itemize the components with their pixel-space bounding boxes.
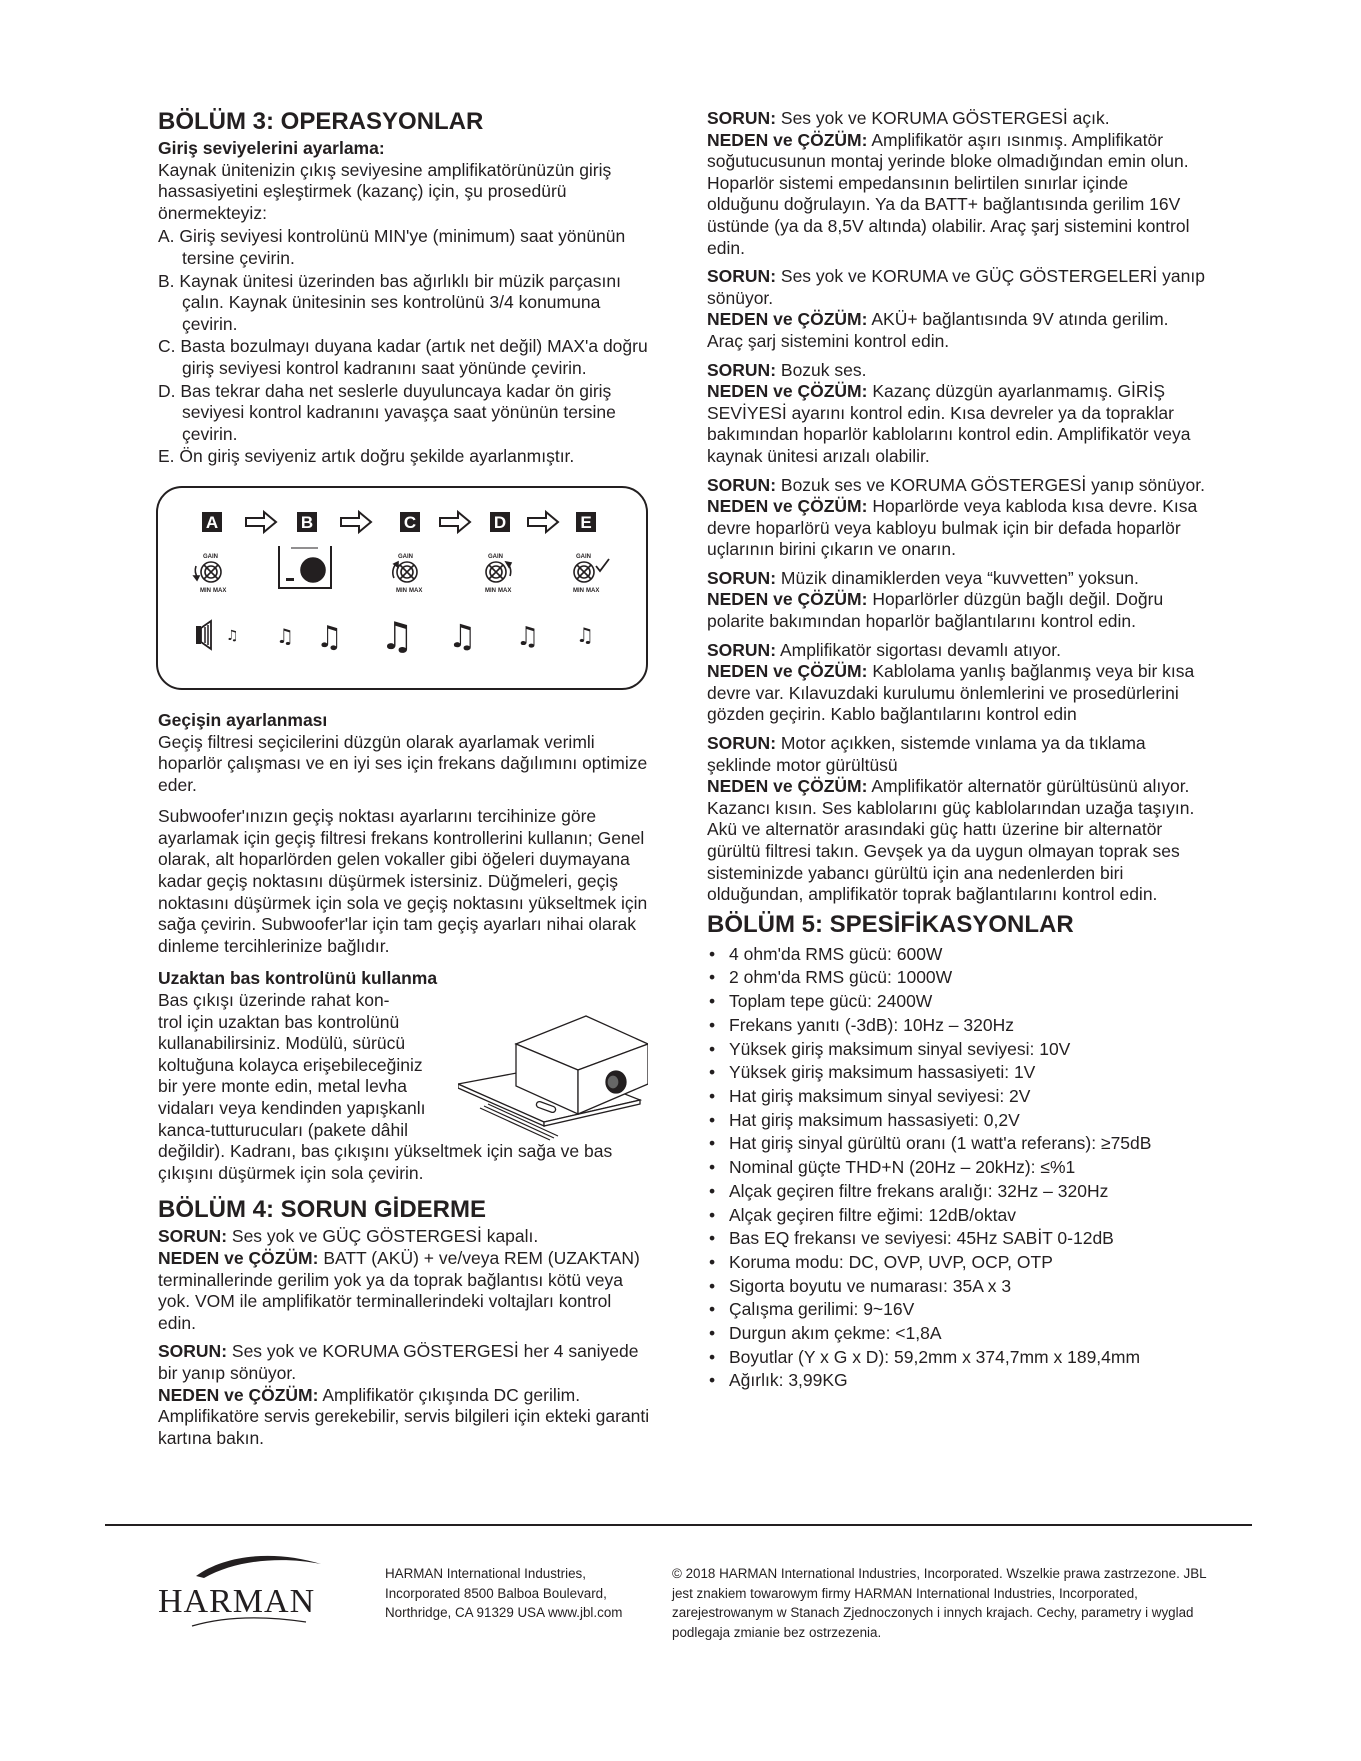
arrow-right-icon [246, 512, 276, 532]
spec-item: • Toplam tepe gücü: 2400W [707, 990, 1205, 1014]
large-note-icon: ♫ [380, 613, 415, 658]
svg-text:HARMAN: HARMAN [158, 1583, 316, 1620]
cause-label: NEDEN ve ÇÖZÜM: [707, 661, 868, 682]
gain-adjust-diagram [156, 486, 648, 690]
solution-text: Kazanç düzgün ayarlanmamış. GİRİŞ SEVİYESİ ayarını kontrol edin. Kısa devreler ya da topraklar bakımından hoparlör kablolarını kontrol edin. Amplifikatör veya kaynak ünitesi arızalı olabilir. [707, 381, 1191, 466]
remote-text-line: kullanabilirsiniz. Modülü, sürücü [158, 1033, 406, 1054]
remote-heading: Uzaktan bas kontrolünü kullanma [158, 968, 438, 989]
spec-item: • Alçak geçiren filtre eğimi: 12dB/oktav [707, 1204, 1205, 1228]
gain-knob-d-icon [485, 554, 511, 594]
remote-text-line: koltuğuna kolayca erişebileceğiniz [158, 1054, 423, 1075]
left-column [158, 108, 650, 1456]
gain-knob-a-icon [194, 554, 226, 594]
speaker-icon [196, 621, 211, 649]
remote-text-block [158, 990, 430, 1141]
cause-label: NEDEN ve ÇÖZÜM: [707, 589, 868, 610]
step-letter-d: D [493, 512, 507, 532]
problem-text: Müzik dinamiklerden veya “kuvvetten” yoksun. [780, 567, 1139, 588]
gain-knob-e-icon [573, 554, 609, 594]
svg-text:MIN: MIN [396, 587, 407, 594]
spec-item: • Çalışma gerilimi: 9~16V [707, 1298, 1205, 1322]
crossover-paragraph-1: Geçiş filtresi seçicilerini düzgün olarak ayarlamak verimli hoparlör çalışması ve en iyi ses için frekans dağılımını optimize eder. [158, 731, 648, 795]
problem-label: SORUN: [707, 474, 777, 495]
problem-label: SORUN: [707, 639, 777, 660]
problem-label: SORUN: [707, 733, 777, 754]
svg-text:GAIN: GAIN [398, 553, 413, 560]
svg-text:MIN: MIN [485, 587, 496, 594]
troubleshoot-item-6 [707, 475, 1205, 561]
cause-label: NEDEN ve ÇÖZÜM: [707, 496, 868, 517]
problem-label: SORUN: [158, 1226, 228, 1247]
troubleshoot-item-9 [707, 733, 1205, 906]
svg-text:MAX: MAX [213, 587, 227, 594]
step-letter-c: C [403, 512, 417, 532]
cause-label: NEDEN ve ÇÖZÜM: [158, 1247, 319, 1268]
step-letter-b: B [300, 512, 314, 532]
cause-label: NEDEN ve ÇÖZÜM: [707, 129, 868, 150]
small-note-icon: ♫ [226, 627, 239, 644]
input-levels-intro: Kaynak ünitenizin çıkış seviyesine amplifikatörünüzün giriş hassasiyetini eşleştirmek (kazanç) için, şu prosedürü önermekteyiz: [158, 159, 612, 223]
solution-text: Hoparlörler düzgün bağlı değil. Doğru polarite bakımından hoparlör bağlantılarını kontrol edin. [707, 589, 1164, 632]
gain-knob-c-icon [393, 554, 423, 594]
svg-text:MIN: MIN [200, 587, 211, 594]
svg-text:MAX: MAX [498, 587, 512, 594]
svg-text:MAX: MAX [586, 587, 600, 594]
solution-text: Kablolama yanlış bağlanmış veya bir kısa devre var. Kılavuzdaki kurulumu önlemlerini ve prosedürlerini gözden geçirin. Kablo bağlantılarını kontrol edin [707, 661, 1195, 725]
remote-text-line: kanca-tutturucuları (pakete dâhil [158, 1119, 408, 1140]
spec-item: • 4 ohm'da RMS gücü: 600W [707, 943, 1205, 967]
problem-text: Ses yok ve GÜÇ GÖSTERGESİ kapalı. [231, 1226, 539, 1247]
arrow-right-icon [440, 512, 470, 532]
footer-address: HARMAN International Industries, Incorporated 8500 Balboa Boulevard, Northridge, CA 91329 USA www.jbl.com [385, 1566, 623, 1620]
solution-text: Amplifikatör aşırı ısınmış. Amplifikatör soğutucusunun montaj yerinde bloke olmadığından emin olun. Hoparlör sistemi empedansının belirtilen sınırlar içinde olduğunu doğrulayın. Ya da BATT+ bağlantısında gerilim 16V üstünde (ya da 8,5V altında) olabilir. Araç şarj sistemini kontrol edin. [707, 129, 1190, 258]
remote-text-line: vidaları veya kendinden yapışkanlı [158, 1098, 426, 1118]
solution-text: BATT (AKÜ) + ve/veya REM (UZAKTAN) terminallerinde gerilim yok ya da toprak bağlantısı kötü veya yok. VOM ile amplifikatör terminallerindeki voltajları kontrol edin. [158, 1247, 640, 1333]
cause-label: NEDEN ve ÇÖZÜM: [707, 309, 868, 330]
spec-item: • Durgun akım çekme: <1,8A [707, 1322, 1205, 1346]
spec-item: • Boyutlar (Y x G x D): 59,2mm x 374,7mm x 189,4mm [707, 1346, 1205, 1370]
svg-text:MAX: MAX [409, 587, 423, 594]
gain-steps-list [158, 226, 650, 468]
troubleshoot-item-1 [158, 1226, 650, 1334]
arrow-right-icon [341, 512, 371, 532]
problem-text: Ses yok ve KORUMA GÖSTERGESİ açık. [780, 108, 1110, 128]
spec-list [707, 943, 1205, 1393]
cause-label: NEDEN ve ÇÖZÜM: [158, 1384, 319, 1405]
svg-text:GAIN: GAIN [488, 553, 503, 560]
problem-text: Bozuk ses. [780, 359, 867, 380]
spec-item: • Yüksek giriş maksimum sinyal seviyesi: 10V [707, 1038, 1205, 1062]
problem-label: SORUN: [707, 567, 777, 588]
harman-logo [156, 1546, 346, 1636]
troubleshoot-item-8 [707, 640, 1205, 726]
problem-text: Bozuk ses ve KORUMA GÖSTERGESİ yanıp sönüyor. [780, 474, 1205, 495]
remote-bass-control-image [458, 1012, 648, 1162]
right-column [707, 108, 1205, 1393]
remote-text-line: Bas çıkışı üzerinde rahat kon- [158, 990, 390, 1011]
gain-step-c: C. Basta bozulmayı duyana kadar (artık net değil) MAX'a doğru giriş seviyesi kontrol kadranını saat yönünde çevirin. [158, 336, 648, 378]
spec-item: • Hat giriş maksimum sinyal seviyesi: 2V [707, 1085, 1205, 1109]
spec-item: • Koruma modu: DC, OVP, UVP, OCP, OTP [707, 1251, 1205, 1275]
troubleshoot-item-7 [707, 568, 1205, 633]
solution-text: AKÜ+ bağlantısında 9V atında gerilim. Araç şarj sistemini kontrol edin. [707, 309, 1169, 351]
cause-label: NEDEN ve ÇÖZÜM: [707, 776, 868, 797]
spec-item: • Hat giriş sinyal gürültü oranı (1 watt'a referans): ≥75dB [707, 1132, 1205, 1156]
footer-divider [105, 1524, 1252, 1526]
step-letter-e: E [580, 512, 592, 532]
input-levels-heading: Giriş seviyelerini ayarlama: [158, 138, 385, 158]
note-icon: ♫ [276, 623, 294, 648]
note-icon: ♫ [448, 616, 477, 655]
footer-copyright: © 2018 HARMAN International Industries, Incorporated. Wszelkie prawa zastrzezone. JBL jest znakiem towarowym firmy HARMAN International Industries, Incorporated, zarejestrowanym w Stanach Zjednoczonych i innych krajach. Cechy, parametry i wyglad podlegaja zmianie bez ostrzezenia. [672, 1566, 1207, 1640]
svg-text:GAIN: GAIN [203, 553, 218, 560]
troubleshoot-item-3 [707, 108, 1205, 259]
solution-text: Amplifikatör alternatör gürültüsünü alıyor. Kazancı kısın. Ses kablolarını güç kablolarından uzağa taşıyın. Akü ve alternatör arasındaki güç hattı üzerine bir alternatör gürültü filtresi takın. Gevşek ya da uygun olmayan toprak ses sisteminizde yabancı gürültü için ana nedenlerden biri olduğundan, amplifikatör toprak bağlantılarını kontrol edin. [707, 776, 1195, 905]
note-icon: ♫ [516, 621, 540, 652]
gain-step-b: B. Kaynak ünitesi üzerinden bas ağırlıklı bir müzik parçasını çalın. Kaynak ünitesinin ses kontrolünü 3/4 konumuna çevirin. [158, 270, 621, 334]
problem-label: SORUN: [158, 1341, 228, 1362]
spec-item: • Sigorta boyutu ve numarası: 35A x 3 [707, 1275, 1205, 1299]
problem-text: Ses yok ve KORUMA GÖSTERGESİ her 4 saniyede bir yanıp sönüyor. [158, 1341, 639, 1383]
spec-item: • Frekans yanıtı (-3dB): 10Hz – 320Hz [707, 1014, 1205, 1038]
troubleshoot-item-2 [158, 1341, 650, 1449]
section5-title: BÖLÜM 5: SPESİFİKASYONLAR [707, 910, 1074, 938]
arrow-right-icon [528, 512, 558, 532]
note-icon: ♫ [576, 622, 594, 647]
note-icon: ♫ [316, 619, 343, 655]
gain-step-d: D. Bas tekrar daha net seslerle duyuluncaya kadar ön giriş seviyesi kontrol kadranını yavaşça saat yönünün tersine çevirin. [158, 380, 616, 444]
crossover-heading: Geçişin ayarlanması [158, 709, 328, 730]
spec-item: • Nominal güçte THD+N (20Hz – 20kHz): ≤%1 [707, 1156, 1205, 1180]
section3-title: BÖLÜM 3: OPERASYONLAR [158, 108, 484, 135]
remote-section [158, 990, 650, 1184]
gain-step-e: E. Ön giriş seviyeniz artık doğru şekilde ayarlanmıştır. [158, 446, 575, 467]
gain-step-a: A. Giriş seviyesi kontrolünü MIN'ye (minimum) saat yönünün tersine çevirin. [158, 226, 626, 268]
step-letter-a: A [205, 512, 219, 532]
remote-text-tail: değildir). Kadranı, bas çıkışını yükseltmek için sağa ve bas çıkışını düşürmek için sola çevirin. [158, 1141, 613, 1183]
music-notes-row [196, 614, 594, 658]
remote-text-line: trol için uzaktan bas kontrolünü [158, 1011, 400, 1032]
section4-title: BÖLÜM 4: SORUN GİDERME [158, 1196, 487, 1224]
spec-item: • Bas EQ frekansı ve seviyesi: 45Hz SABİT 0-12dB [707, 1227, 1205, 1251]
cause-label: NEDEN ve ÇÖZÜM: [707, 381, 868, 402]
spec-item: • Hat giriş maksimum hassasiyeti: 0,2V [707, 1109, 1205, 1133]
remote-text-line: bir yere monte edin, metal levha [158, 1076, 408, 1097]
problem-label: SORUN: [707, 108, 777, 128]
troubleshoot-item-4 [707, 266, 1205, 352]
problem-text: Amplifikatör sigortası devamlı atıyor. [779, 639, 1062, 660]
problem-label: SORUN: [707, 266, 777, 287]
spec-item: • 2 ohm'da RMS gücü: 1000W [707, 966, 1205, 990]
crossover-paragraph-2: Subwoofer'ınızın geçiş noktası ayarlarını tercihinize göre ayarlamak için geçiş filtresi frekans kontrollerini kullanın; Genel olarak, alt hoparlörden gelen vokaller gibi öğeleri duymayana kadar geçiş noktasını düşürmek istersiniz. Düğmeleri, geçiş noktasını düşürmek için sola ve geçiş noktasını yükseltmek için sağa çevirin. Subwoofer'lar için tam geçiş ayarları nihai olarak dinleme tercihlerinize bağlıdır. [158, 806, 648, 956]
problem-text: Ses yok ve KORUMA ve GÜÇ GÖSTERGELERİ yanıp sönüyor. [707, 266, 1205, 308]
spec-item: • Yüksek giriş maksimum hassasiyeti: 1V [707, 1061, 1205, 1085]
solution-text: Amplifikatör çıkışında DC gerilim. Amplifikatöre servis gerekebilir, servis bilgileri için ekteki garanti kartına bakın. [158, 1384, 650, 1448]
troubleshoot-item-5 [707, 360, 1205, 468]
gain-diagram-svg [158, 488, 646, 688]
solution-text: Hoparlörde veya kabloda kısa devre. Kısa devre hoparlörü veya kabloyu bulmak için bir defada hoparlör uçlarının birini çıkarın ve onarın. [707, 496, 1198, 560]
svg-text:GAIN: GAIN [576, 553, 591, 560]
svg-text:MIN: MIN [573, 587, 584, 594]
problem-label: SORUN: [707, 359, 777, 380]
spec-item: • Alçak geçiren filtre frekans aralığı: 32Hz – 320Hz [707, 1180, 1205, 1204]
volume-knob-icon [279, 546, 331, 588]
problem-text: Motor açıkken, sistemde vınlama ya da tıklama şeklinde motor gürültüsü [707, 733, 1146, 775]
spec-item: • Ağırlık: 3,99KG [707, 1369, 1205, 1393]
